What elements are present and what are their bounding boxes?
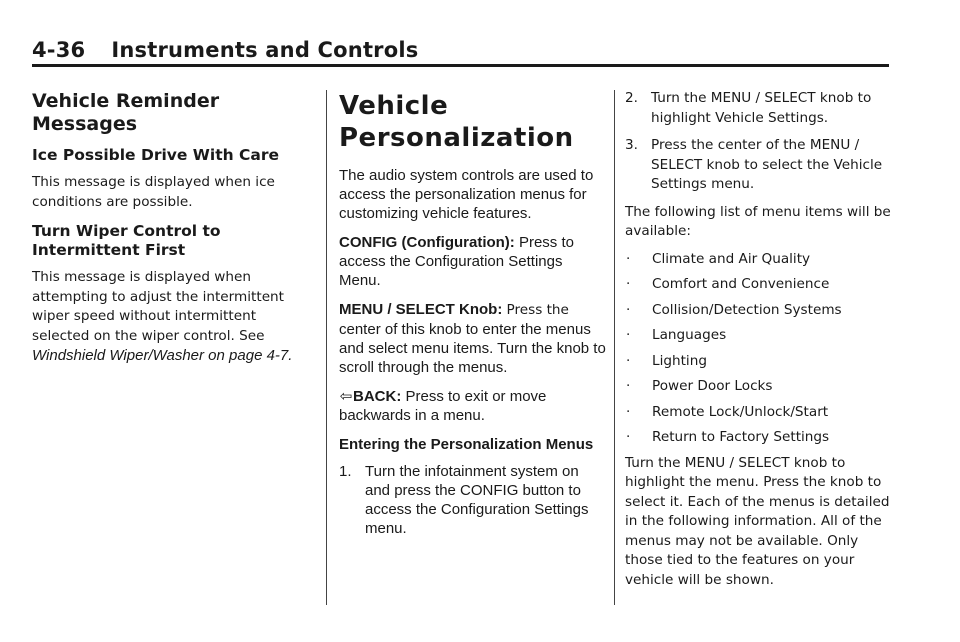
column-left <box>32 90 314 377</box>
menu-select-description <box>339 300 607 377</box>
menu-items-list <box>625 250 895 448</box>
section-heading: Vehicle Reminder Messages <box>32 90 220 135</box>
list-item-label: Remote Lock/Unlock/Start <box>652 403 829 420</box>
column-right <box>625 90 895 600</box>
list-item <box>625 428 895 448</box>
bullet-icon: · <box>626 327 631 343</box>
message-heading: Ice Possible Drive With Care <box>32 146 280 164</box>
step-text: Press the center of the MENU / SELECT knob to select the Vehicle Settings menu. <box>651 137 883 192</box>
closing-paragraph: Turn the MENU / SELECT knob to highlight the menu. Press the knob to select it. Each of the menus is detailed in the following information. All of the menus may not be available. Only those tied to the features on your vehicle will be shown. <box>625 454 890 588</box>
message-text: This message is displayed when attempting to adjust the intermittent wiper speed without intermittent selected on the wiper control. See <box>32 269 285 344</box>
header-rule <box>32 64 889 67</box>
list-item <box>625 352 895 372</box>
step-item <box>339 462 607 538</box>
back-arrow-icon: ⇦ <box>339 388 353 405</box>
running-header <box>32 38 418 62</box>
back-description <box>339 387 607 425</box>
step-number: 1. <box>339 463 352 480</box>
config-description <box>339 233 607 290</box>
menu-select-label: MENU / SELECT Knob: <box>339 301 503 318</box>
list-item-label: Climate and Air Quality <box>652 250 811 267</box>
bullet-icon: · <box>626 403 631 420</box>
list-item-label: Lighting <box>652 352 707 369</box>
column-divider <box>326 90 327 605</box>
list-item-label: Comfort and Convenience <box>652 276 830 292</box>
list-item <box>625 275 895 295</box>
menu-select-text: center of this knob to enter the menus and select menu items. Turn the knob to scroll through the menus. <box>339 321 606 376</box>
list-item-label: Languages <box>652 327 727 343</box>
menu-select-lead: Press the <box>506 302 569 318</box>
bullet-icon: · <box>626 429 631 445</box>
bullet-icon: · <box>626 378 631 394</box>
list-item <box>625 301 895 321</box>
step-text: Turn the infotainment system on and press the CONFIG button to access the Configuration Settings menu. <box>365 463 589 537</box>
bullet-icon: · <box>626 250 631 267</box>
list-item <box>625 403 895 423</box>
config-text: Press to access the Configuration Settings Menu. <box>339 234 574 289</box>
bullet-icon: · <box>626 352 631 369</box>
section-title: Instruments and Controls <box>111 38 419 62</box>
list-item <box>625 377 895 397</box>
cross-reference-link[interactable]: Windshield Wiper/Washer on page 4-7 <box>32 347 289 364</box>
subsection-heading: Entering the Personalization Menus <box>339 436 594 453</box>
list-intro: The following list of menu items will be available: <box>625 203 891 239</box>
bullet-icon: · <box>626 301 631 318</box>
step-number: 2. <box>625 90 638 106</box>
back-label: BACK: <box>353 388 402 405</box>
cross-reference-period: . <box>288 347 293 364</box>
section-heading: Vehicle Personalization <box>339 91 574 153</box>
list-item-label: Collision/Detection Systems <box>652 301 842 318</box>
list-item-label: Power Door Locks <box>652 378 773 394</box>
list-item-label: Return to Factory Settings <box>652 429 830 445</box>
bullet-icon: · <box>626 276 631 292</box>
message-description <box>32 268 314 367</box>
step-item <box>625 89 895 128</box>
step-text: Turn the MENU / SELECT knob to highlight Vehicle Settings. <box>651 90 872 126</box>
message-description: This message is displayed when ice conditions are possible. <box>32 174 275 210</box>
step-number: 3. <box>625 137 638 153</box>
column-divider <box>614 90 615 605</box>
intro-paragraph: The audio system controls are used to access the personalization menus for customizing vehicle features. <box>339 167 594 222</box>
list-item <box>625 250 895 270</box>
step-item <box>625 136 895 195</box>
message-heading: Turn Wiper Control to Intermittent First <box>32 222 221 259</box>
list-item <box>625 326 895 346</box>
column-middle <box>339 90 607 546</box>
back-text: Press to exit or move backwards in a menu. <box>339 388 547 424</box>
config-label: CONFIG (Configuration): <box>339 234 515 251</box>
page-number: 4-36 <box>32 38 86 62</box>
